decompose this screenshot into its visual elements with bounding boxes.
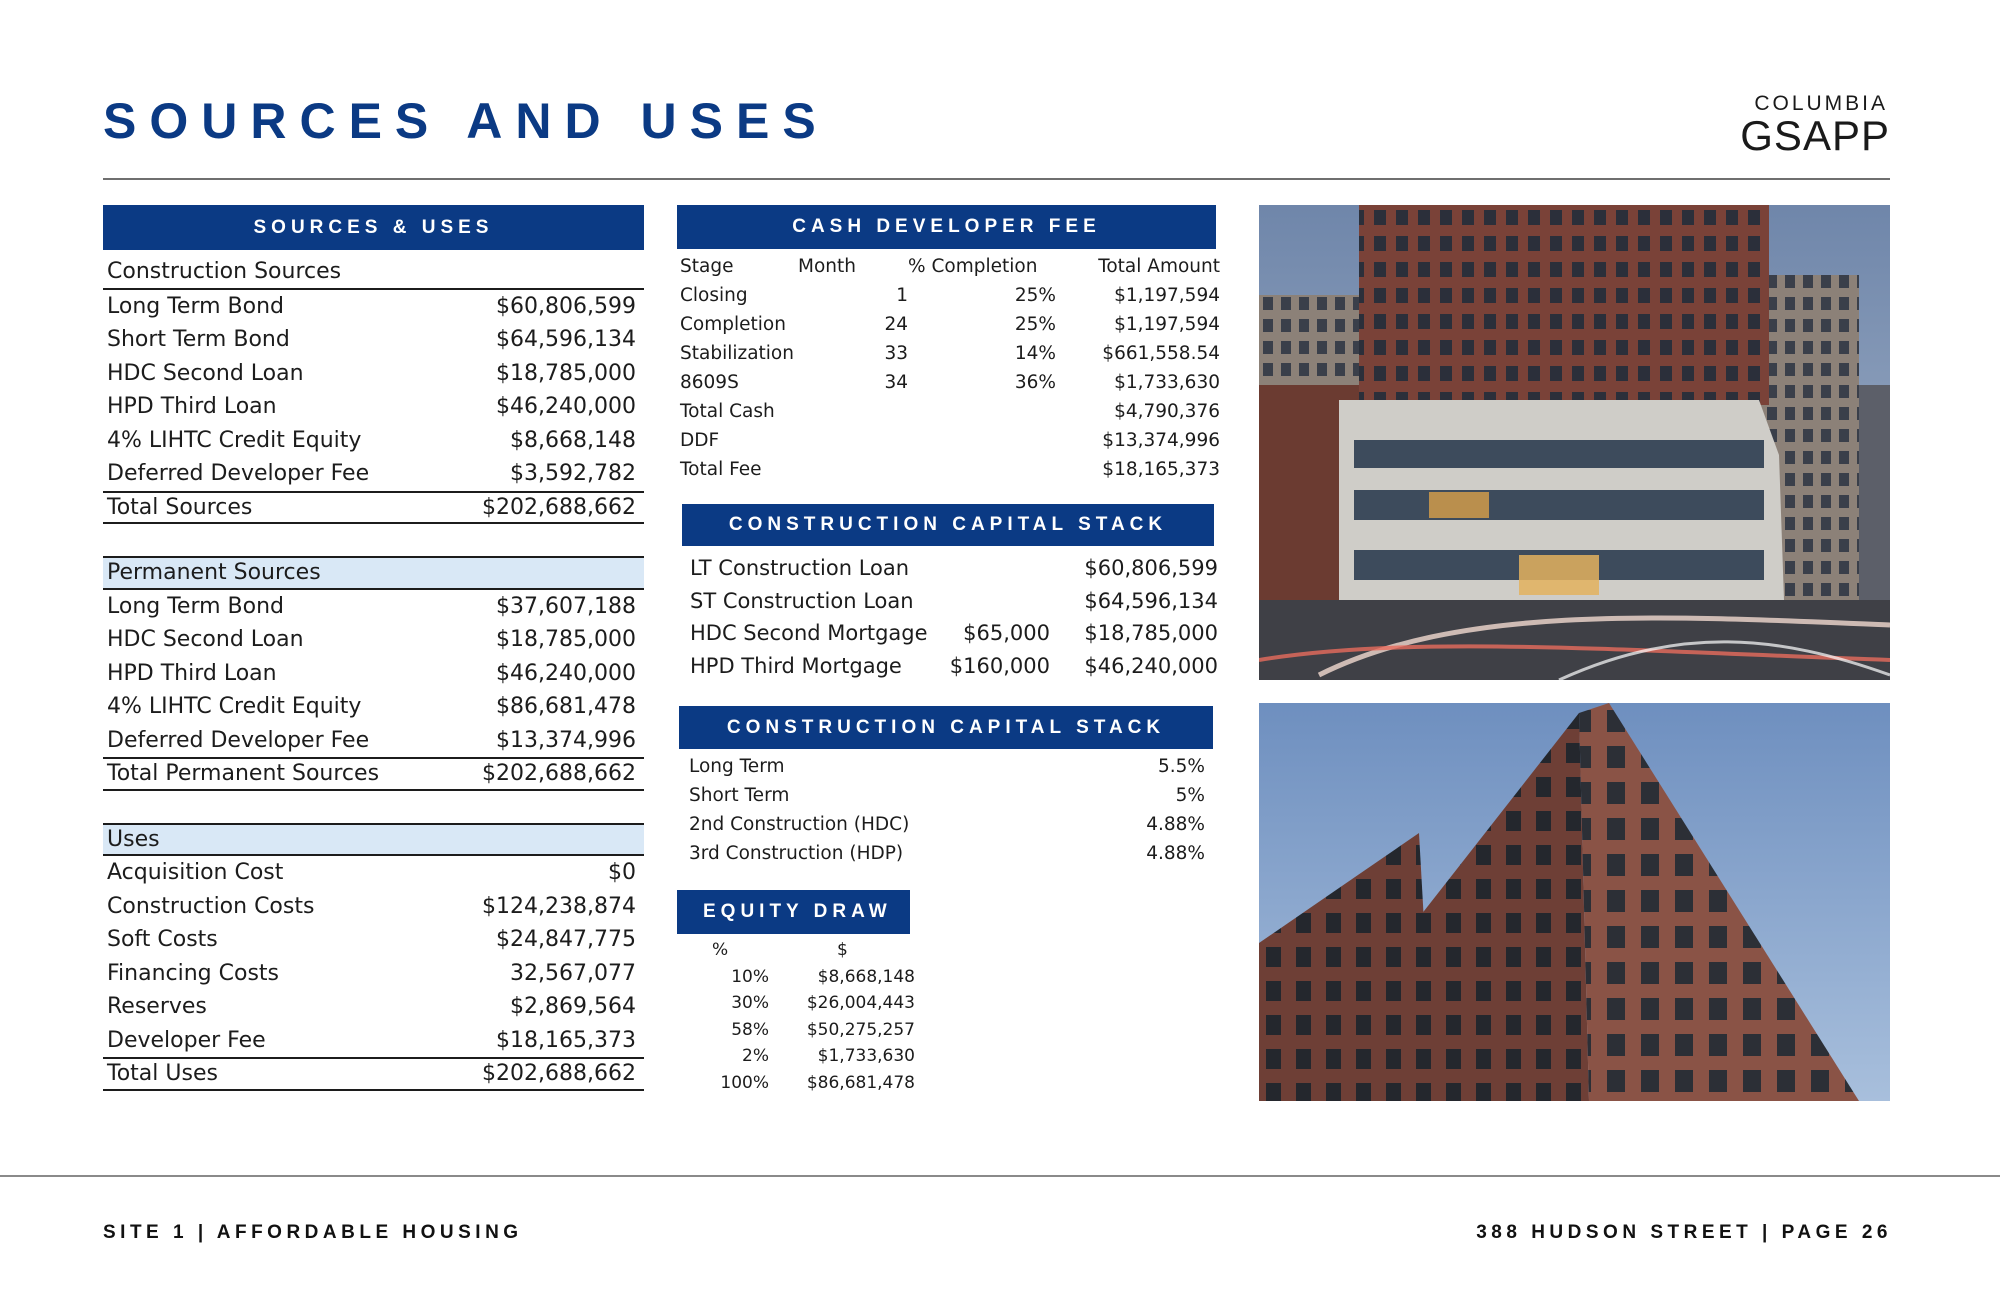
row-value: $2,869,564	[510, 994, 636, 1020]
total-uses-row: Total Uses $202,688,662	[103, 1057, 644, 1091]
col-stage: Stage	[680, 256, 734, 277]
capital-stack-cell: LT Construction Loan	[690, 556, 910, 580]
building-street-illustration	[1259, 205, 1890, 680]
equity-draw-table	[677, 890, 1077, 1096]
row-label: HDC Second Loan	[107, 627, 304, 653]
row-label: Long Term Bond	[107, 593, 285, 619]
row-label: Construction Costs	[107, 893, 315, 919]
capital-stack-row	[682, 650, 1218, 683]
rate-row	[679, 839, 1213, 868]
fee-cell: DDF	[680, 430, 720, 451]
row-value: 32,567,077	[510, 960, 636, 986]
uses-label: Uses	[103, 823, 644, 857]
equity-draw-row	[677, 1017, 1077, 1044]
cash-fee-grid	[680, 252, 1220, 484]
total-permanent-sources-row: Total Permanent Sources $202,688,662	[103, 757, 644, 791]
equity-draw-columns: % $	[712, 940, 848, 960]
fee-cell	[798, 397, 908, 426]
rate-row	[679, 810, 1213, 839]
table-row	[103, 923, 644, 957]
fee-cell: 8609S	[680, 372, 739, 393]
construction-capital-stack-1	[682, 504, 1218, 682]
row-label: Financing Costs	[107, 960, 280, 986]
equity-pct: 2%	[742, 1046, 769, 1066]
row-label: 4% LIHTC Credit Equity	[107, 694, 362, 720]
sources-uses-table	[103, 205, 644, 1091]
capital-stack-2-header: CONSTRUCTION CAPITAL STACK	[679, 706, 1213, 749]
capital-stack-cell: $64,596,134	[1084, 588, 1218, 613]
rate-row	[679, 781, 1213, 810]
equity-draw-row	[677, 964, 1077, 991]
table-row	[103, 957, 644, 991]
fee-cell: $1,733,630	[1114, 372, 1220, 393]
table-row	[103, 323, 644, 357]
total-sources-row: Total Sources $202,688,662	[103, 491, 644, 525]
capital-stack-cell	[930, 585, 1050, 618]
col-completion: % Completion	[908, 256, 1038, 277]
fee-cell: 25%	[1014, 285, 1056, 306]
cash-fee-header: CASH DEVELOPER FEE	[677, 205, 1216, 249]
table-row	[103, 590, 644, 624]
fee-cell: $661,558.54	[1102, 343, 1220, 364]
fee-cell: 34	[884, 372, 908, 393]
capital-stack-cell: ST Construction Loan	[690, 588, 914, 613]
fee-cell	[798, 455, 908, 484]
fee-cell: Total Fee	[680, 459, 762, 480]
fee-cell	[908, 426, 1056, 455]
table-row	[103, 290, 644, 324]
row-label: Short Term Bond	[107, 327, 290, 353]
rate-label: Short Term	[689, 785, 790, 806]
table-row	[103, 856, 644, 890]
uses-list	[103, 856, 644, 1057]
table-row	[103, 990, 644, 1024]
row-value: $13,374,996	[496, 727, 636, 753]
row-value: $18,785,000	[496, 360, 636, 386]
equity-amount: $50,275,257	[806, 1019, 915, 1040]
cash-developer-fee-table	[677, 205, 1220, 484]
building-photo-low-angle	[1259, 703, 1890, 1101]
row-value: $46,240,000	[496, 660, 636, 686]
capital-stack-cell: $65,000	[963, 621, 1050, 645]
table-row	[103, 890, 644, 924]
row-label: HPD Third Loan	[107, 660, 277, 686]
fee-cell: 33	[884, 343, 908, 364]
table-row	[103, 390, 644, 424]
rate-label: 3rd Construction (HDP)	[689, 843, 904, 864]
row-value: $46,240,000	[496, 394, 636, 420]
rate-value: 5%	[1175, 785, 1205, 806]
fee-cell: 1	[896, 285, 908, 306]
capital-stack-cell: HPD Third Mortgage	[690, 653, 902, 678]
row-value: $18,785,000	[496, 627, 636, 653]
table-row	[103, 724, 644, 758]
table-row	[103, 1024, 644, 1058]
fee-cell: 24	[884, 314, 908, 335]
permanent-sources-label: Permanent Sources	[103, 556, 644, 590]
equity-amount: $1,733,630	[817, 1046, 915, 1066]
equity-pct: 100%	[720, 1072, 769, 1093]
fee-cell: $4,790,376	[1114, 401, 1220, 422]
capital-stack-1-rows	[682, 552, 1218, 682]
rate-label: 2nd Construction (HDC)	[689, 814, 910, 835]
capital-stack-cell: HDC Second Mortgage	[690, 621, 928, 645]
capital-stack-1-header: CONSTRUCTION CAPITAL STACK	[682, 504, 1214, 546]
equity-amount: $86,681,478	[806, 1072, 915, 1093]
row-label: Deferred Developer Fee	[107, 727, 370, 753]
fee-cell: 14%	[1014, 343, 1056, 364]
capital-stack-cell: $18,785,000	[1084, 621, 1218, 645]
equity-draw-row	[677, 990, 1077, 1017]
fee-cell: $18,165,373	[1102, 459, 1220, 480]
row-value: $3,592,782	[510, 461, 636, 487]
construction-sources-label: Construction Sources	[103, 256, 644, 290]
row-value: $64,596,134	[496, 327, 636, 353]
row-value: $18,165,373	[496, 1027, 636, 1053]
equity-amount: $8,668,148	[817, 966, 915, 987]
construction-sources-list	[103, 290, 644, 491]
row-label: HPD Third Loan	[107, 394, 277, 420]
capital-stack-row	[682, 585, 1218, 618]
capital-stack-cell	[930, 552, 1050, 585]
fee-cell: Total Cash	[680, 401, 775, 422]
row-label: 4% LIHTC Credit Equity	[107, 427, 362, 453]
fee-cell: Closing	[680, 285, 748, 306]
equity-draw-header: EQUITY DRAW	[677, 890, 910, 934]
row-label: Acquisition Cost	[107, 860, 284, 886]
construction-capital-stack-2	[679, 706, 1213, 868]
table-row	[103, 690, 644, 724]
row-value: $124,238,874	[482, 893, 636, 919]
row-value: $60,806,599	[496, 293, 636, 319]
rate-value: 5.5%	[1158, 756, 1205, 777]
row-value: $24,847,775	[496, 927, 636, 953]
sources-uses-header: SOURCES & USES	[103, 205, 644, 250]
capital-stack-cell: $160,000	[949, 653, 1050, 678]
equity-pct: 58%	[731, 1019, 769, 1040]
fee-cell: 25%	[1014, 314, 1056, 335]
fee-cell	[798, 426, 908, 455]
rate-label: Long Term	[689, 756, 785, 777]
row-label: HDC Second Loan	[107, 360, 304, 386]
footer-left: SITE 1 | AFFORDABLE HOUSING	[103, 1222, 523, 1243]
rate-value: 4.88%	[1146, 814, 1205, 835]
equity-pct: 30%	[731, 993, 769, 1013]
row-label: Developer Fee	[107, 1027, 266, 1053]
fee-cell	[908, 397, 1056, 426]
capital-stack-2-rows	[679, 752, 1213, 868]
rate-row	[679, 752, 1213, 781]
row-label: Deferred Developer Fee	[107, 461, 370, 487]
fee-cell: Stabilization	[680, 343, 794, 364]
equity-draw-row	[677, 1043, 1077, 1070]
row-label: Reserves	[107, 994, 207, 1020]
equity-pct: 10%	[731, 966, 769, 987]
row-label: Long Term Bond	[107, 293, 285, 319]
capital-stack-cell: $46,240,000	[1084, 653, 1218, 678]
building-low-angle-illustration	[1259, 703, 1890, 1101]
capital-stack-row	[682, 617, 1218, 650]
capital-stack-row	[682, 552, 1218, 585]
row-value: $8,668,148	[510, 427, 636, 453]
row-value: $37,607,188	[496, 593, 636, 619]
table-row	[103, 357, 644, 391]
col-month: Month	[798, 256, 856, 277]
logo-columbia: COLUMBIA	[1754, 92, 1888, 115]
footer-right: 388 HUDSON STREET | PAGE 26	[1476, 1222, 1892, 1243]
table-row	[103, 457, 644, 491]
row-value: $0	[608, 860, 636, 886]
table-row	[103, 657, 644, 691]
row-value: $86,681,478	[496, 694, 636, 720]
row-label: Soft Costs	[107, 927, 218, 953]
logo-gsapp: GSAPP	[1740, 112, 1890, 159]
equity-draw-row	[677, 1070, 1077, 1097]
table-row	[103, 424, 644, 458]
fee-cell: 36%	[1014, 372, 1056, 393]
fee-cell: $13,374,996	[1102, 430, 1220, 451]
permanent-sources-list	[103, 590, 644, 758]
capital-stack-cell: $60,806,599	[1084, 556, 1218, 580]
fee-cell	[908, 455, 1056, 484]
fee-cell: $1,197,594	[1114, 285, 1220, 306]
title-rule	[103, 178, 1890, 180]
rate-value: 4.88%	[1146, 843, 1205, 864]
fee-cell: $1,197,594	[1114, 314, 1220, 335]
col-total-amount: Total Amount	[1098, 256, 1220, 277]
building-photo-street-view	[1259, 205, 1890, 680]
fee-cell: Completion	[680, 314, 786, 335]
page-title: SOURCES AND USES	[103, 93, 829, 149]
equity-amount: $26,004,443	[806, 993, 915, 1013]
equity-draw-rows	[677, 964, 1077, 1097]
table-row	[103, 623, 644, 657]
footer-rule	[0, 1175, 2000, 1177]
